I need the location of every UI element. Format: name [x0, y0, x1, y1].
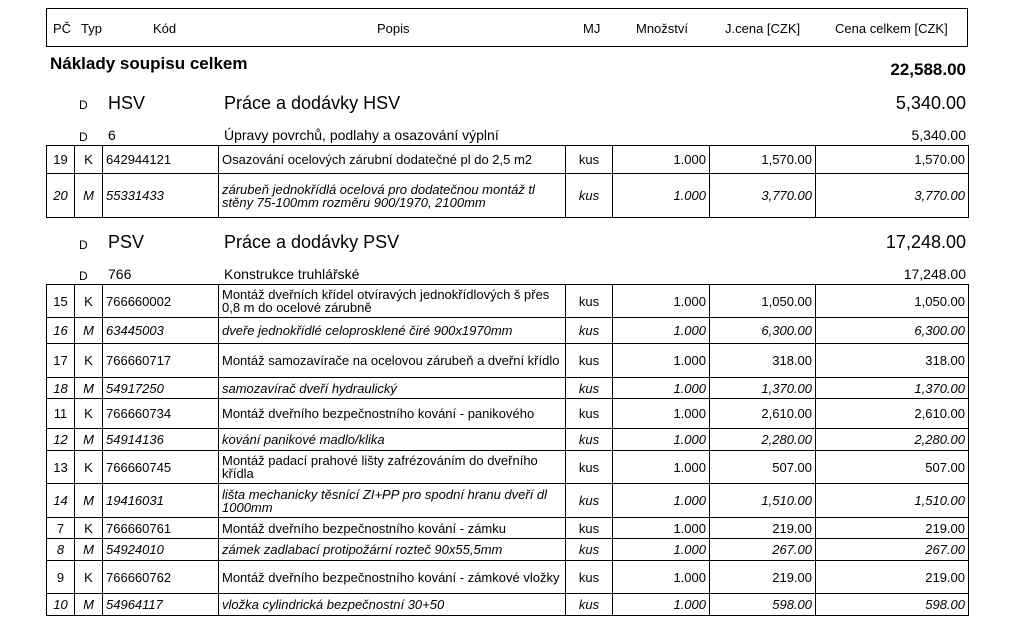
cell-kod: 766660734 — [103, 399, 219, 429]
cell-mj: kus — [566, 539, 613, 561]
cell-popis: Montáž padací prahové lišty zafrézováním do dveřního křídla — [219, 451, 566, 484]
cell-mnozstvi: 1.000 — [613, 285, 710, 318]
table-row — [47, 594, 969, 616]
cell-jcena: 1,370.00 — [710, 378, 816, 399]
header-kod: Kód — [153, 21, 177, 36]
cell-cena-celkem: 2,610.00 — [816, 399, 969, 429]
table-row — [47, 285, 969, 318]
cell-mj: kus — [566, 344, 613, 378]
cell-mnozstvi: 1.000 — [613, 344, 710, 378]
header-mj: MJ — [583, 21, 601, 36]
cell-mnozstvi: 1.000 — [613, 518, 710, 539]
cell-popis: Montáž dveřního bezpečnostního kování - panikového — [219, 399, 566, 429]
cell-jcena: 219.00 — [710, 518, 816, 539]
psv-d-marker: D — [79, 238, 88, 252]
table-row — [47, 399, 969, 429]
cell-popis: zámek zadlabací protipožární rozteč 90x55,5mm — [219, 539, 566, 561]
cell-kod: 766660002 — [103, 285, 219, 318]
hsv-d-marker: D — [79, 98, 88, 112]
total-value: 22,588.00 — [890, 60, 966, 79]
hsv-sub-d-marker: D — [79, 130, 88, 144]
cell-cena-celkem: 2,280.00 — [816, 429, 969, 451]
cell-jcena: 219.00 — [710, 561, 816, 594]
cell-kod: 54917250 — [103, 378, 219, 399]
cell-mj: kus — [566, 518, 613, 539]
cell-kod: 19416031 — [103, 484, 219, 518]
cell-kod: 642944121 — [103, 146, 219, 174]
cell-mj: kus — [566, 561, 613, 594]
psv-value: 17,248.00 — [885, 232, 966, 252]
cell-kod: 54914136 — [103, 429, 219, 451]
header-cena-celkem: Cena celkem [CZK] — [835, 21, 948, 36]
cell-mnozstvi: 1.000 — [613, 429, 710, 451]
cell-pc: 14 — [47, 484, 75, 518]
cell-kod: 766660762 — [103, 561, 219, 594]
cell-pc: 16 — [47, 318, 75, 344]
cell-mj: kus — [566, 146, 613, 174]
cell-typ: K — [75, 399, 103, 429]
cell-cena-celkem: 1,050.00 — [816, 285, 969, 318]
cell-popis: samozavírač dveří hydraulický — [219, 378, 566, 399]
cell-popis: Montáž samozavírače na ocelovou zárubeň a dveřní křídlo — [219, 344, 566, 378]
cell-pc: 20 — [47, 174, 75, 218]
cell-mj: kus — [566, 174, 613, 218]
cell-mnozstvi: 1.000 — [613, 318, 710, 344]
cell-jcena: 507.00 — [710, 451, 816, 484]
cell-jcena: 2,280.00 — [710, 429, 816, 451]
cell-jcena: 598.00 — [710, 594, 816, 616]
cell-mj: kus — [566, 451, 613, 484]
cell-popis: Montáž dveřních křídel otvíravých jednokřídlových š přes 0,8 m do ocelové zárubně — [219, 285, 566, 318]
cell-mj: kus — [566, 399, 613, 429]
cell-kod: 63445003 — [103, 318, 219, 344]
column-header — [46, 8, 968, 47]
cell-mj: kus — [566, 429, 613, 451]
cell-pc: 10 — [47, 594, 75, 616]
psv-sub-name: Konstrukce truhlářské — [224, 266, 360, 282]
cell-mj: kus — [566, 285, 613, 318]
cell-typ: M — [75, 429, 103, 451]
header-mnozstvi: Množství — [636, 21, 689, 36]
cell-typ: K — [75, 451, 103, 484]
cell-jcena: 3,770.00 — [710, 174, 816, 218]
cell-kod: 55331433 — [103, 174, 219, 218]
hsv-sub-code: 6 — [108, 127, 116, 143]
cell-mnozstvi: 1.000 — [613, 561, 710, 594]
header-popis: Popis — [377, 21, 410, 36]
psv-sub-code: 766 — [108, 266, 132, 282]
cell-jcena: 2,610.00 — [710, 399, 816, 429]
cell-kod: 766660761 — [103, 518, 219, 539]
cell-mnozstvi: 1.000 — [613, 399, 710, 429]
cell-cena-celkem: 3,770.00 — [816, 174, 969, 218]
cell-kod: 766660745 — [103, 451, 219, 484]
header-pc: PČ — [53, 21, 72, 36]
table-row — [47, 451, 969, 484]
cell-mj: kus — [566, 378, 613, 399]
cell-typ: K — [75, 146, 103, 174]
cell-pc: 15 — [47, 285, 75, 318]
cell-mnozstvi: 1.000 — [613, 174, 710, 218]
hsv-value: 5,340.00 — [895, 93, 966, 113]
cell-mnozstvi: 1.000 — [613, 594, 710, 616]
cell-popis: lišta mechanicky těsnící ZI+PP pro spodní hranu dveří dl 1000mm — [219, 484, 566, 518]
cell-mnozstvi: 1.000 — [613, 451, 710, 484]
cell-pc: 18 — [47, 378, 75, 399]
hsv-sub-value: 5,340.00 — [911, 127, 966, 143]
hsv-items-table — [46, 145, 969, 218]
cell-jcena: 6,300.00 — [710, 318, 816, 344]
cell-popis: Montáž dveřního bezpečnostního kování - zámkové vložky — [219, 561, 566, 594]
cell-popis: Montáž dveřního bezpečnostního kování - zámku — [219, 518, 566, 539]
cell-cena-celkem: 507.00 — [816, 451, 969, 484]
cell-cena-celkem: 1,370.00 — [816, 378, 969, 399]
cell-pc: 9 — [47, 561, 75, 594]
cell-typ: K — [75, 561, 103, 594]
cell-mnozstvi: 1.000 — [613, 484, 710, 518]
cell-popis: zárubeň jednokřídlá ocelová pro dodatečnou montáž tl stěny 75-100mm rozměru 900/1970, 2100mm — [219, 174, 566, 218]
table-row — [47, 518, 969, 539]
cell-pc: 12 — [47, 429, 75, 451]
header-typ: Typ — [81, 21, 102, 36]
psv-name: Práce a dodávky PSV — [224, 232, 400, 252]
header-jcena: J.cena [CZK] — [725, 21, 801, 36]
cell-mj: kus — [566, 484, 613, 518]
cell-cena-celkem: 1,510.00 — [816, 484, 969, 518]
total-label: Náklady soupisu celkem — [50, 54, 248, 73]
cell-mnozstvi: 1.000 — [613, 146, 710, 174]
cell-popis: dveře jednokřídlé celoprosklené čiré 900x1970mm — [219, 318, 566, 344]
cell-typ: M — [75, 484, 103, 518]
cell-pc: 13 — [47, 451, 75, 484]
table-row — [47, 344, 969, 378]
cell-popis: kování panikové madlo/klika — [219, 429, 566, 451]
cell-typ: M — [75, 378, 103, 399]
hsv-name: Práce a dodávky HSV — [224, 93, 401, 113]
table-row — [47, 146, 969, 174]
cell-mj: kus — [566, 594, 613, 616]
psv-sub-d-marker: D — [79, 269, 88, 283]
cell-typ: K — [75, 285, 103, 318]
table-row — [47, 484, 969, 518]
cell-pc: 8 — [47, 539, 75, 561]
cell-mnozstvi: 1.000 — [613, 539, 710, 561]
cell-jcena: 1,510.00 — [710, 484, 816, 518]
hsv-code: HSV — [108, 93, 146, 113]
cell-cena-celkem: 598.00 — [816, 594, 969, 616]
cell-cena-celkem: 318.00 — [816, 344, 969, 378]
table-row — [47, 378, 969, 399]
cell-cena-celkem: 219.00 — [816, 561, 969, 594]
cell-typ: M — [75, 594, 103, 616]
cell-pc: 7 — [47, 518, 75, 539]
cell-typ: M — [75, 539, 103, 561]
cell-typ: K — [75, 344, 103, 378]
cell-cena-celkem: 219.00 — [816, 518, 969, 539]
cell-typ: M — [75, 318, 103, 344]
psv-items-table — [46, 284, 969, 616]
table-row — [47, 539, 969, 561]
cell-kod: 54964117 — [103, 594, 219, 616]
cell-jcena: 1,570.00 — [710, 146, 816, 174]
cell-kod: 766660717 — [103, 344, 219, 378]
table-row — [47, 561, 969, 594]
cell-jcena: 318.00 — [710, 344, 816, 378]
cell-popis: Osazování ocelových zárubní dodatečné pl do 2,5 m2 — [219, 146, 566, 174]
cell-mj: kus — [566, 318, 613, 344]
psv-code: PSV — [108, 232, 145, 252]
table-row — [47, 174, 969, 218]
cell-cena-celkem: 267.00 — [816, 539, 969, 561]
table-row — [47, 429, 969, 451]
psv-sub-value: 17,248.00 — [903, 266, 966, 282]
cell-kod: 54924010 — [103, 539, 219, 561]
hsv-sub-name: Úpravy povrchů, podlahy a osazování výplní — [224, 127, 499, 143]
cell-typ: K — [75, 518, 103, 539]
cell-jcena: 1,050.00 — [710, 285, 816, 318]
cell-jcena: 267.00 — [710, 539, 816, 561]
cell-cena-celkem: 6,300.00 — [816, 318, 969, 344]
cell-typ: M — [75, 174, 103, 218]
cell-cena-celkem: 1,570.00 — [816, 146, 969, 174]
cell-pc: 11 — [47, 399, 75, 429]
cell-pc: 19 — [47, 146, 75, 174]
table-row — [47, 318, 969, 344]
cell-mnozstvi: 1.000 — [613, 378, 710, 399]
cell-popis: vložka cylindrická bezpečnostní 30+50 — [219, 594, 566, 616]
cell-pc: 17 — [47, 344, 75, 378]
